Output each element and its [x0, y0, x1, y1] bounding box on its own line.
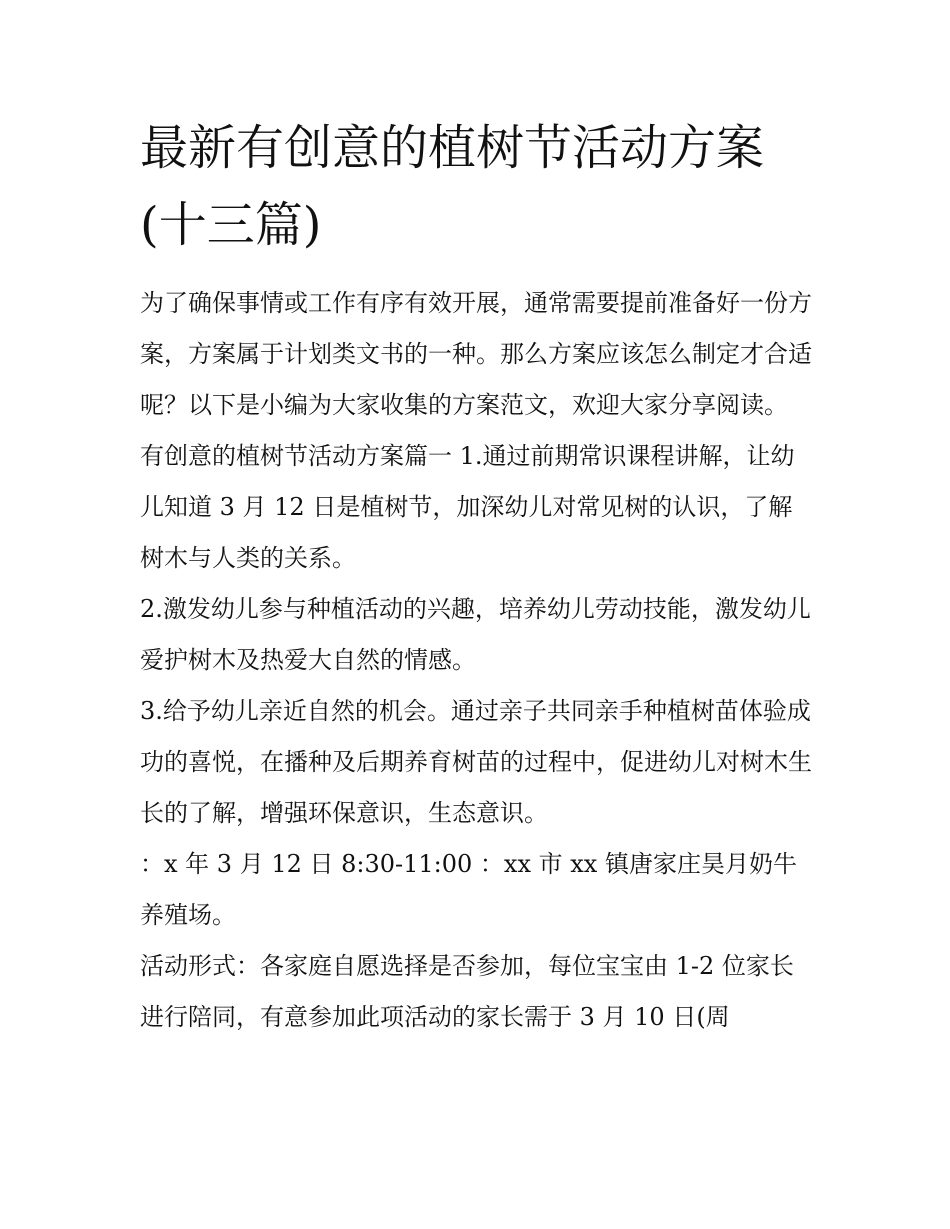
document-body	[140, 278, 815, 1043]
activity-form-paragraph: 活动形式：各家庭自愿选择是否参加，每位宝宝由 1-2 位家长进行陪同，有意参加此项活动的家长需于 3 月 10 日(周	[140, 952, 794, 1031]
goal-paragraph-1: 有创意的植树节活动方案篇一 1.通过前期常识课程讲解，让幼儿知道 3 月 12 日是植树节，加深幼儿对常见树的认识，了解树木与人类的关系。	[140, 442, 795, 572]
goal-paragraph-2: 2.激发幼儿参与种植活动的兴趣，培养幼儿劳动技能，激发幼儿爱护树木及热爱大自然的情感。	[140, 595, 811, 674]
document-title: 最新有创意的植树节活动方案(十三篇)	[140, 120, 765, 253]
goal-paragraph-3: 3.给予幼儿亲近自然的机会。通过亲子共同亲手种植树苗体验成功的喜悦，在播种及后期养育树苗的过程中，促进幼儿对树木生长的了解，增强环保意识，生态意识。	[140, 697, 812, 827]
intro-paragraph: 为了确保事情或工作有序有效开展，通常需要提前准备好一份方案，方案属于计划类文书的一种。那么方案应该怎么制定才合适呢？以下是小编为大家收集的方案范文，欢迎大家分享阅读。	[140, 289, 812, 419]
time-location-paragraph: ：x 年 3 月 12 日 8:30-11:00 ：xx 市 xx 镇唐家庄昊月奶牛养殖场。	[140, 850, 797, 929]
